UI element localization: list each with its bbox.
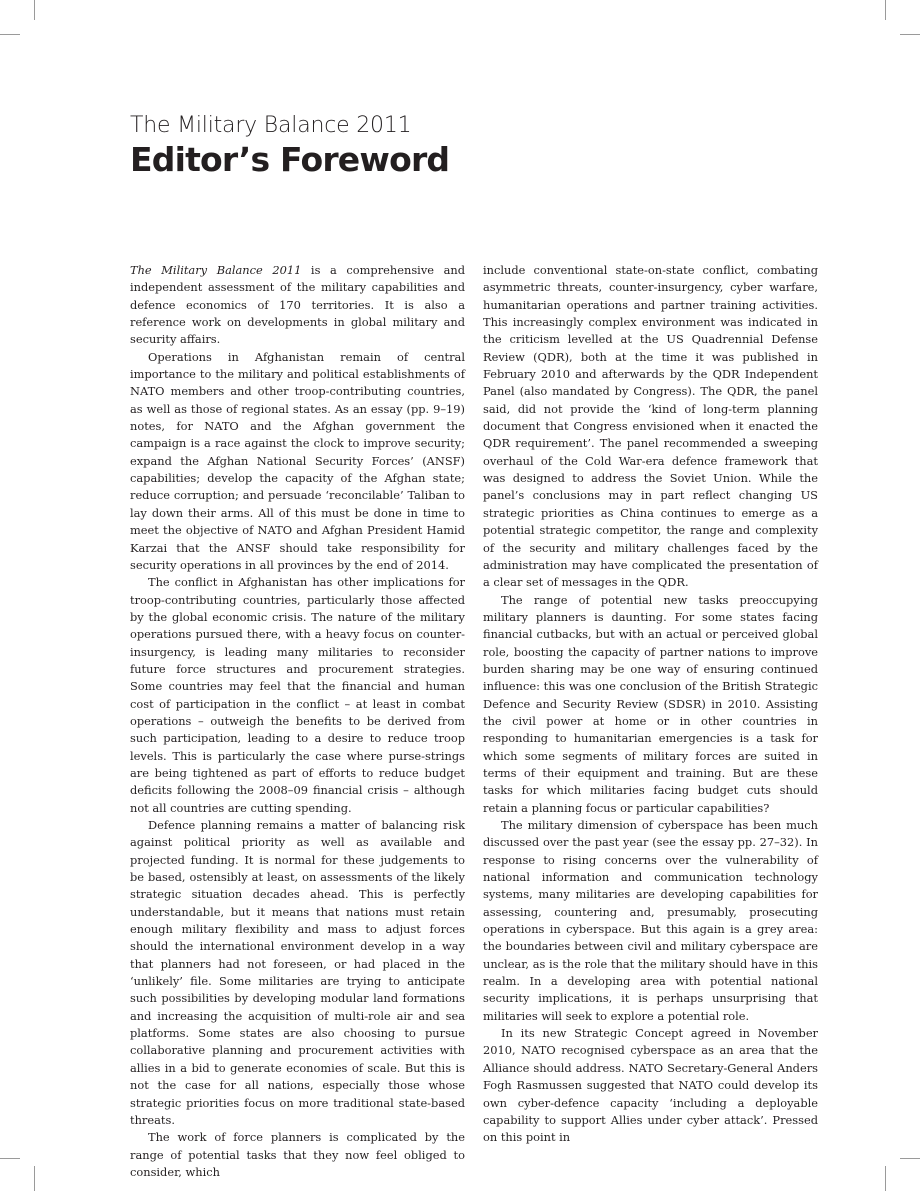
page-title: Editor’s Foreword — [130, 140, 450, 179]
paragraph — [130, 262, 465, 349]
paragraph-text: is a comprehensive and independent assessment of the military capabilities and defence economics of 170 territories. It is also a reference work on developments in global military and security affairs. — [130, 263, 466, 347]
crop-mark — [34, 1166, 35, 1191]
left-column — [130, 262, 465, 1181]
paragraph: The range of potential new tasks preoccupying military planners is daunting. For some states facing financial cutbacks, but with an actual or perceived global role, boosting the capacity of partner nations to improve burden sharing may be one way of ensuring continued influence: this was one conclusion of the British Strategic Defence and Security Review (SDSR) in 2010. Assisting the civil power at home or in other countries in responding to humanitarian emergencies is a task for which some segments of military forces are suited in terms of their equipment and training. But are these tasks for which militaries facing budget cuts should retain a planning focus or particular capabilities? — [483, 592, 818, 815]
crop-mark — [885, 0, 886, 20]
page-header — [130, 112, 830, 180]
paragraph: The work of force planners is complicated by the range of potential tasks that they now feel obliged to consider, which — [130, 1130, 465, 1179]
right-column — [483, 262, 818, 1147]
crop-mark — [900, 34, 920, 35]
crop-mark — [885, 1166, 886, 1191]
crop-mark — [0, 1158, 20, 1159]
paragraph: Defence planning remains a matter of balancing risk against political priority as well as available and projected funding. It is normal for these judgements to be based, ostensibly at least, on assessments of the likely strategic situation decades ahead. This is perfectly understandable, but it means that nations must retain enough military flexibility and mass to adjust forces should the international environment develop in a way that planners had not foreseen, or had placed in the ‘unlikely’ file. Some militaries are trying to anticipate such possibilities by developing modular land formations and increasing the acquisition of multi-role air and sea platforms. Some states are also choosing to pursue collaborative planning and procurement activities with allies in a bid to generate economies of scale. But this is not the case for all nations, especially those whose strategic priorities focus on more traditional state-based threats. — [130, 818, 465, 1127]
paragraph: include conventional state-on-state conflict, combating asymmetric threats, counter-insurgency, cyber warfare, humanitarian operations and partner training activities. This increasingly complex environment was indicated in the criticism levelled at the US Quadrennial Defense Review (QDR), both at the time it was published in February 2010 and afterwards by the QDR Independent Panel (also mandated by Congress). The QDR, the panel said, did not provide the ‘kind of long-term planning document that Congress envisioned when it enacted the QDR requirement’. The panel recommended a sweeping overhaul of the Cold War-era defence framework that was designed to address the Soviet Union. While the panel’s conclusions may in part reflect changing US strategic priorities as China continues to emerge as a potential strategic competitor, the range and complexity of the security and military challenges faced by the administration may have complicated the presentation of a clear set of messages in the QDR. — [483, 263, 818, 590]
publication-title: The Military Balance 2011 — [130, 263, 302, 277]
crop-mark — [900, 1158, 920, 1159]
paragraph: In its new Strategic Concept agreed in November 2010, NATO recognised cyberspace as an area that the Alliance should address. NATO Secretary-General Anders Fogh Rasmussen suggested that NATO could develop its own cyber-defence capacity ‘including a deployable capability to support Allies under cyber attack’. Pressed on this point in — [483, 1026, 818, 1145]
crop-mark — [0, 34, 20, 35]
crop-mark — [34, 0, 35, 20]
paragraph: Operations in Afghanistan remain of central importance to the military and political establishments of NATO members and other troop-contributing countries, as well as those of regional states. As an essay (pp. 9–19) notes, for NATO and the Afghan government the campaign is a race against the clock to improve security; expand the Afghan National Security Forces’ (ANSF) capabilities; develop the capacity of the Afghan state; reduce corruption; and persuade ‘reconcilable’ Taliban to lay down their arms. All of this must be done in time to meet the objective of NATO and Afghan President Hamid Karzai that the ANSF should take responsibility for security operations in all provinces by the end of 2014. — [130, 349, 465, 572]
paragraph: The military dimension of cyberspace has been much discussed over the past year (see the essay pp. 27–32). In response to rising concerns over the vulnerability of national information and communication technology systems, many militaries are developing capabilities for assessing, countering and, presumably, prosecuting operations in cyberspace. But this again is a grey area: the boundaries between civil and military cyberspace are unclear, as is the role that the military should have in this realm. In a developing area with potential national security implications, it is perhaps unsurprising that militaries will seek to explore a potential role. — [483, 818, 818, 1023]
series-title: The Military Balance 2011 — [130, 113, 412, 138]
paragraph: The conflict in Afghanistan has other implications for troop-contributing countries, particularly those affected by the global economic crisis. The nature of the military operations pursued there, with a heavy focus on counter-insurgency, is leading many militaries to reconsider future force structures and procurement strategies. Some countries may feel that the financial and human cost of participation in the conflict – at least in combat operations – outweigh the benefits to be derived from such participation, leading to a desire to reduce troop levels. This is particularly the case where purse-strings are being tightened as part of efforts to reduce budget deficits following the 2008–09 financial crisis – although not all countries are cutting spending. — [130, 575, 465, 815]
